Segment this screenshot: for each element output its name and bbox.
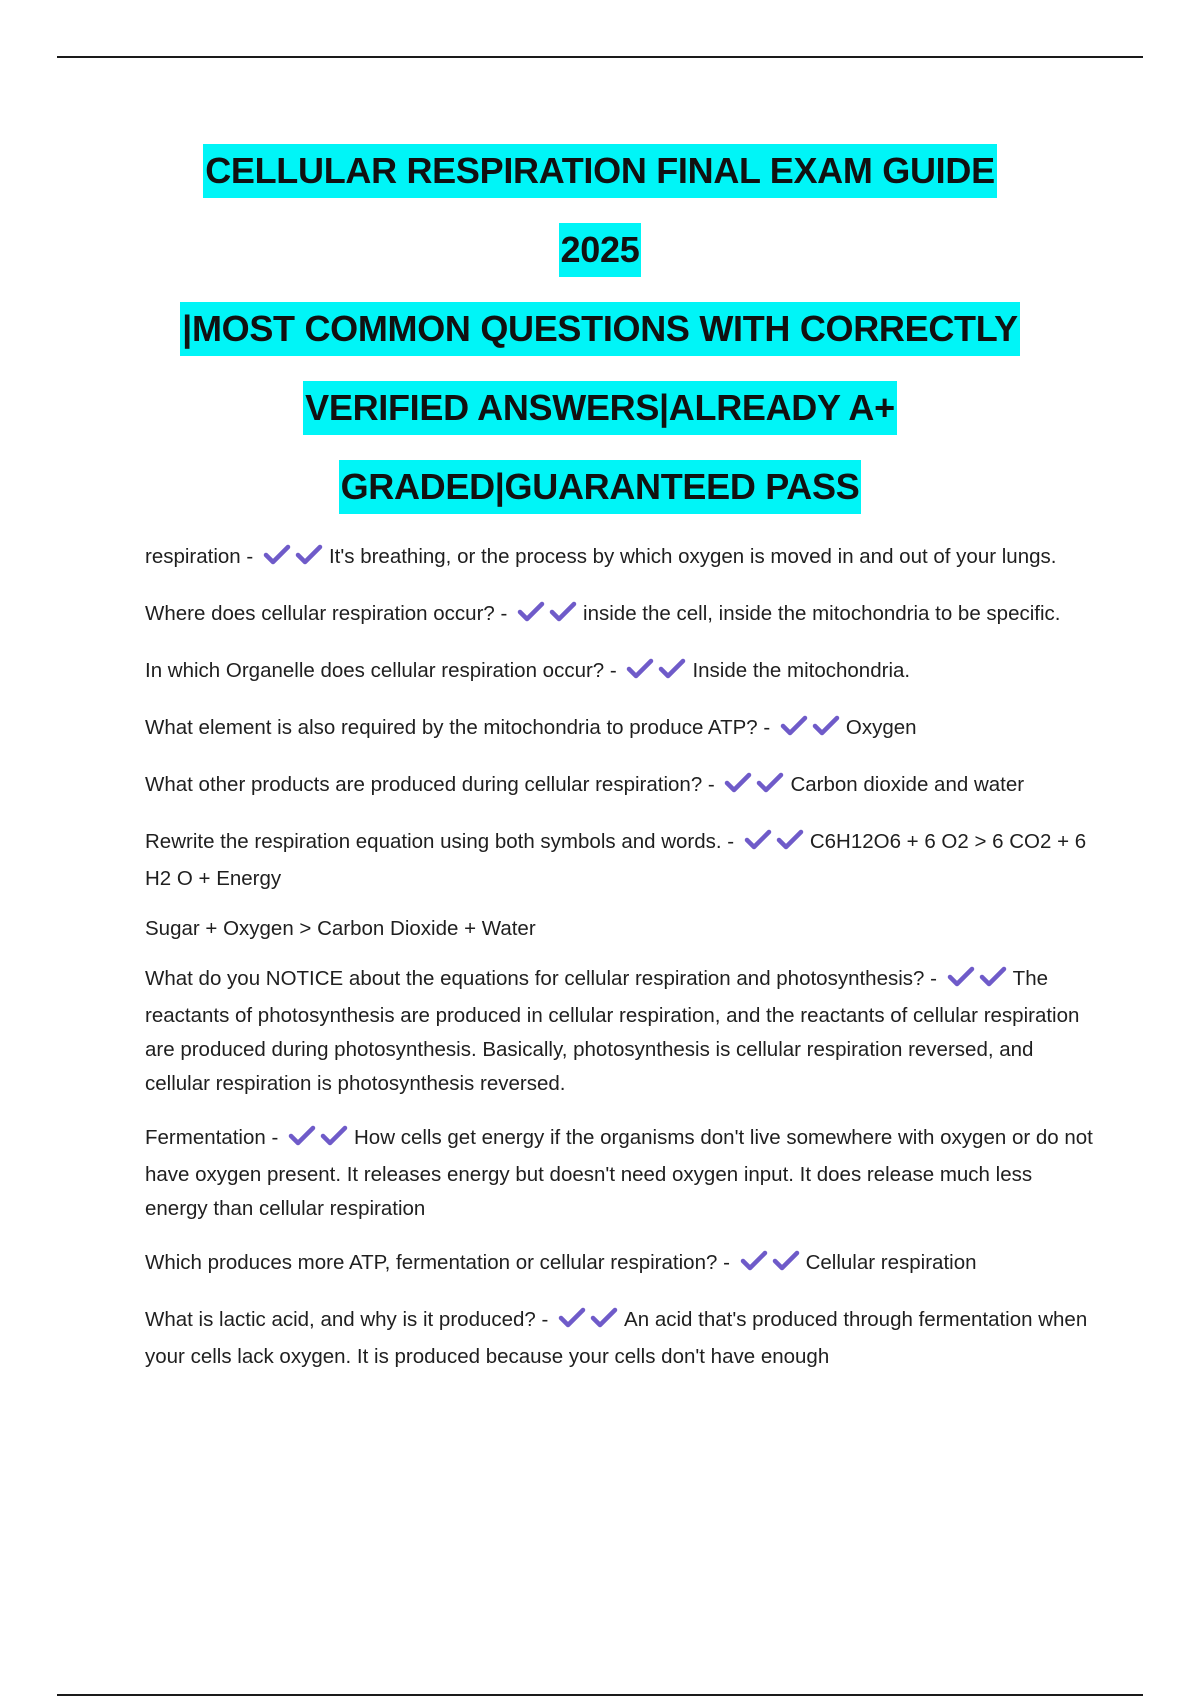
title-line-3 bbox=[60, 302, 1140, 381]
answer-text: An acid that's produced through fermentation when your cells lack oxygen. It is produced because your cells don't have enough bbox=[145, 1308, 1088, 1368]
check-icon bbox=[590, 1307, 618, 1329]
answer-text: Carbon dioxide and water bbox=[790, 773, 1025, 796]
question-text: What element is also required by the mitochondria to produce ATP? - bbox=[145, 716, 776, 739]
answer-text: Inside the mitochondria. bbox=[692, 659, 911, 682]
bottom-rule bbox=[57, 1694, 1143, 1696]
double-check-icon bbox=[626, 657, 690, 691]
title-line-1-text: CELLULAR RESPIRATION FINAL EXAM GUIDE bbox=[203, 144, 997, 198]
question-text: Fermentation - bbox=[145, 1126, 284, 1149]
check-icon bbox=[724, 772, 752, 794]
check-icon bbox=[263, 544, 291, 566]
document-title bbox=[60, 144, 1140, 539]
check-icon bbox=[947, 966, 975, 988]
equation-words-line: Sugar + Oxygen > Carbon Dioxide + Water bbox=[145, 917, 536, 940]
answer-text: inside the cell, inside the mitochondria to be specific. bbox=[583, 602, 1061, 625]
qa-item bbox=[145, 768, 1095, 805]
title-line-3-text: |MOST COMMON QUESTIONS WITH CORRECTLY bbox=[180, 302, 1020, 356]
check-icon bbox=[812, 715, 840, 737]
check-icon bbox=[780, 715, 808, 737]
answer-text: How cells get energy if the organisms don't live somewhere with oxygen or do not have oxygen present. It releases energy but doesn't need oxygen input. It does release much less energy than cellular respiration bbox=[145, 1126, 1093, 1220]
title-line-5-text: GRADED|GUARANTEED PASS bbox=[339, 460, 862, 514]
answer-text: It's breathing, or the process by which oxygen is moved in and out of your lungs. bbox=[328, 545, 1057, 568]
check-icon bbox=[772, 1250, 800, 1272]
double-check-icon bbox=[724, 771, 788, 805]
answer-text: The reactants of photosynthesis are produced in cellular respiration, and the reactants of cellular respiration are produced during photosynthesis. Basically, photosynthesis is cellular respiration reversed, and cellular respiration is photosynthesis reversed. bbox=[145, 967, 1080, 1095]
check-icon bbox=[626, 658, 654, 680]
qa-item bbox=[145, 1246, 1095, 1283]
title-line-2 bbox=[60, 223, 1140, 302]
check-icon bbox=[295, 544, 323, 566]
title-line-1 bbox=[60, 144, 1140, 223]
double-check-icon bbox=[517, 600, 581, 634]
qa-item bbox=[145, 1121, 1095, 1226]
double-check-icon bbox=[744, 828, 808, 862]
title-line-2-text: 2025 bbox=[559, 223, 642, 277]
check-icon bbox=[756, 772, 784, 794]
question-text: What other products are produced during cellular respiration? - bbox=[145, 773, 721, 796]
check-icon bbox=[744, 829, 772, 851]
check-icon bbox=[776, 829, 804, 851]
qa-item bbox=[145, 597, 1095, 634]
question-text: Where does cellular respiration occur? - bbox=[145, 602, 514, 625]
qa-item bbox=[145, 711, 1095, 748]
double-check-icon bbox=[947, 965, 1011, 999]
check-icon bbox=[288, 1125, 316, 1147]
question-text: What do you NOTICE about the equations for cellular respiration and photosynthesis? - bbox=[145, 967, 943, 990]
double-check-icon bbox=[740, 1249, 804, 1283]
double-check-icon bbox=[263, 543, 327, 577]
top-rule bbox=[57, 56, 1143, 58]
check-icon bbox=[558, 1307, 586, 1329]
answer-text: Oxygen bbox=[845, 716, 917, 739]
title-line-4-text: VERIFIED ANSWERS|ALREADY A+ bbox=[303, 381, 897, 435]
qa-item bbox=[145, 1303, 1095, 1374]
double-check-icon bbox=[288, 1124, 352, 1158]
question-text: What is lactic acid, and why is it produced? - bbox=[145, 1308, 555, 1331]
question-text: respiration - bbox=[145, 545, 259, 568]
question-text: Rewrite the respiration equation using both symbols and words. - bbox=[145, 830, 740, 853]
check-icon bbox=[320, 1125, 348, 1147]
check-icon bbox=[517, 601, 545, 623]
qa-item bbox=[145, 962, 1095, 1101]
check-icon bbox=[979, 966, 1007, 988]
title-line-5 bbox=[60, 460, 1140, 539]
qa-item bbox=[145, 825, 1095, 896]
title-line-4 bbox=[60, 381, 1140, 460]
double-check-icon bbox=[558, 1306, 622, 1340]
answer-text: Cellular respiration bbox=[805, 1251, 977, 1274]
check-icon bbox=[658, 658, 686, 680]
qa-item bbox=[145, 654, 1095, 691]
double-check-icon bbox=[780, 714, 844, 748]
qa-list bbox=[145, 540, 1095, 1394]
question-text: Which produces more ATP, fermentation or cellular respiration? - bbox=[145, 1251, 736, 1274]
answer-text: C6H12O6 + 6 O2 > 6 CO2 + 6 H2 O + Energy bbox=[145, 830, 1087, 890]
question-text: In which Organelle does cellular respiration occur? - bbox=[145, 659, 623, 682]
check-icon bbox=[740, 1250, 768, 1272]
qa-item bbox=[145, 540, 1095, 577]
check-icon bbox=[549, 601, 577, 623]
